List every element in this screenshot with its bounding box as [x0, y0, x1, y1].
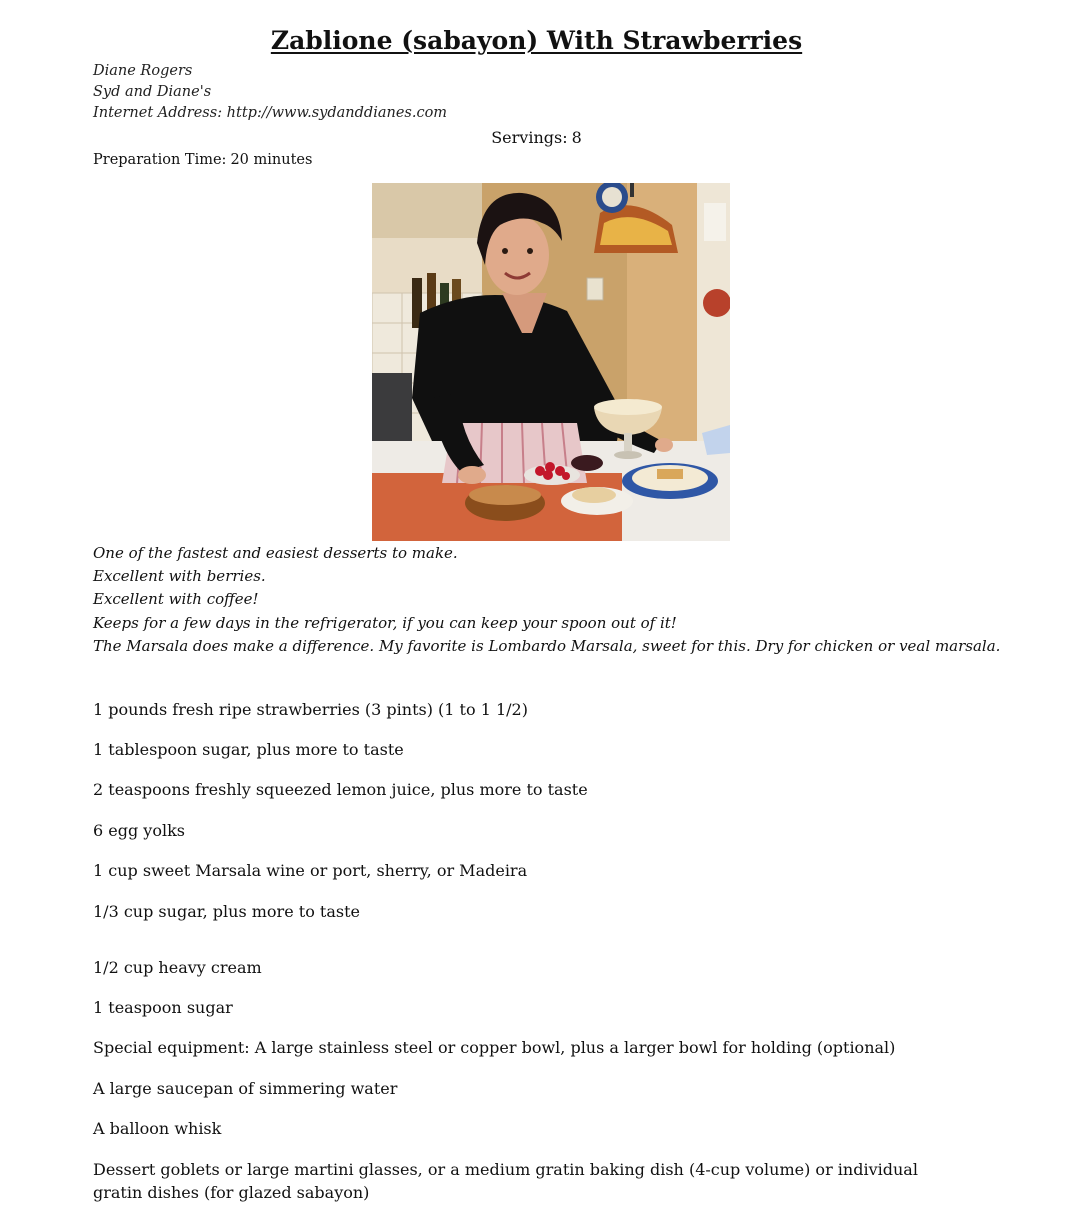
servings-value: 8	[571, 128, 582, 147]
internet-address: Internet Address: http://www.sydanddianes.com	[93, 105, 448, 121]
recipe-notes	[93, 542, 1000, 658]
ingredient-item: 1/3 cup sugar, plus more to taste	[93, 902, 360, 921]
note-line: Excellent with coffee!	[93, 590, 259, 609]
source-name: Syd and Diane's	[93, 84, 212, 100]
ingredient-item: 1 cup sweet Marsala wine or port, sherry, or Madeira	[93, 861, 528, 880]
recipe-title: Zablione (sabayon) With Strawberries	[270, 26, 803, 55]
equipment-item: A large saucepan of simmering water	[93, 1079, 398, 1098]
recipe-photo	[372, 183, 730, 541]
ingredient-item: 1/2 cup heavy cream	[93, 958, 262, 977]
note-line: One of the fastest and easiest desserts to make.	[93, 544, 458, 562]
recipe-meta	[93, 61, 447, 124]
ingredient-item: 1 pounds fresh ripe strawberries (3 pints) (1 to 1 1/2)	[93, 700, 528, 719]
equipment-item: Special equipment: A large stainless steel or copper bowl, plus a larger bowl for holding (optional)	[93, 1038, 896, 1057]
ingredient-item: 2 teaspoons freshly squeezed lemon juice, plus more to taste	[93, 780, 588, 799]
note-line: The Marsala does make a difference. My favorite is Lombardo Marsala, sweet for this. Dry for chicken or veal marsala.	[93, 636, 1001, 655]
note-line: Excellent with berries.	[93, 567, 266, 586]
preparation-time-value: 20 minutes	[230, 152, 313, 168]
preparation-time-label: Preparation Time:	[93, 152, 227, 168]
preparation-time	[93, 149, 312, 171]
ingredient-item: 6 egg yolks	[93, 821, 185, 840]
ingredient-item: 1 teaspoon sugar	[93, 998, 233, 1017]
equipment-item: A balloon whisk	[93, 1119, 222, 1138]
servings	[0, 127, 1073, 149]
note-line: Keeps for a few days in the refrigerator, if you can keep your spoon out of it!	[93, 613, 677, 632]
author-name: Diane Rogers	[93, 63, 193, 79]
equipment-item: Dessert goblets or large martini glasses, or a medium gratin baking dish (4-cup volume) or individual gratin dishes (for glazed sabayon)	[93, 1160, 918, 1202]
ingredient-item: 1 tablespoon sugar, plus more to taste	[93, 740, 404, 759]
servings-label: Servings:	[491, 128, 568, 147]
